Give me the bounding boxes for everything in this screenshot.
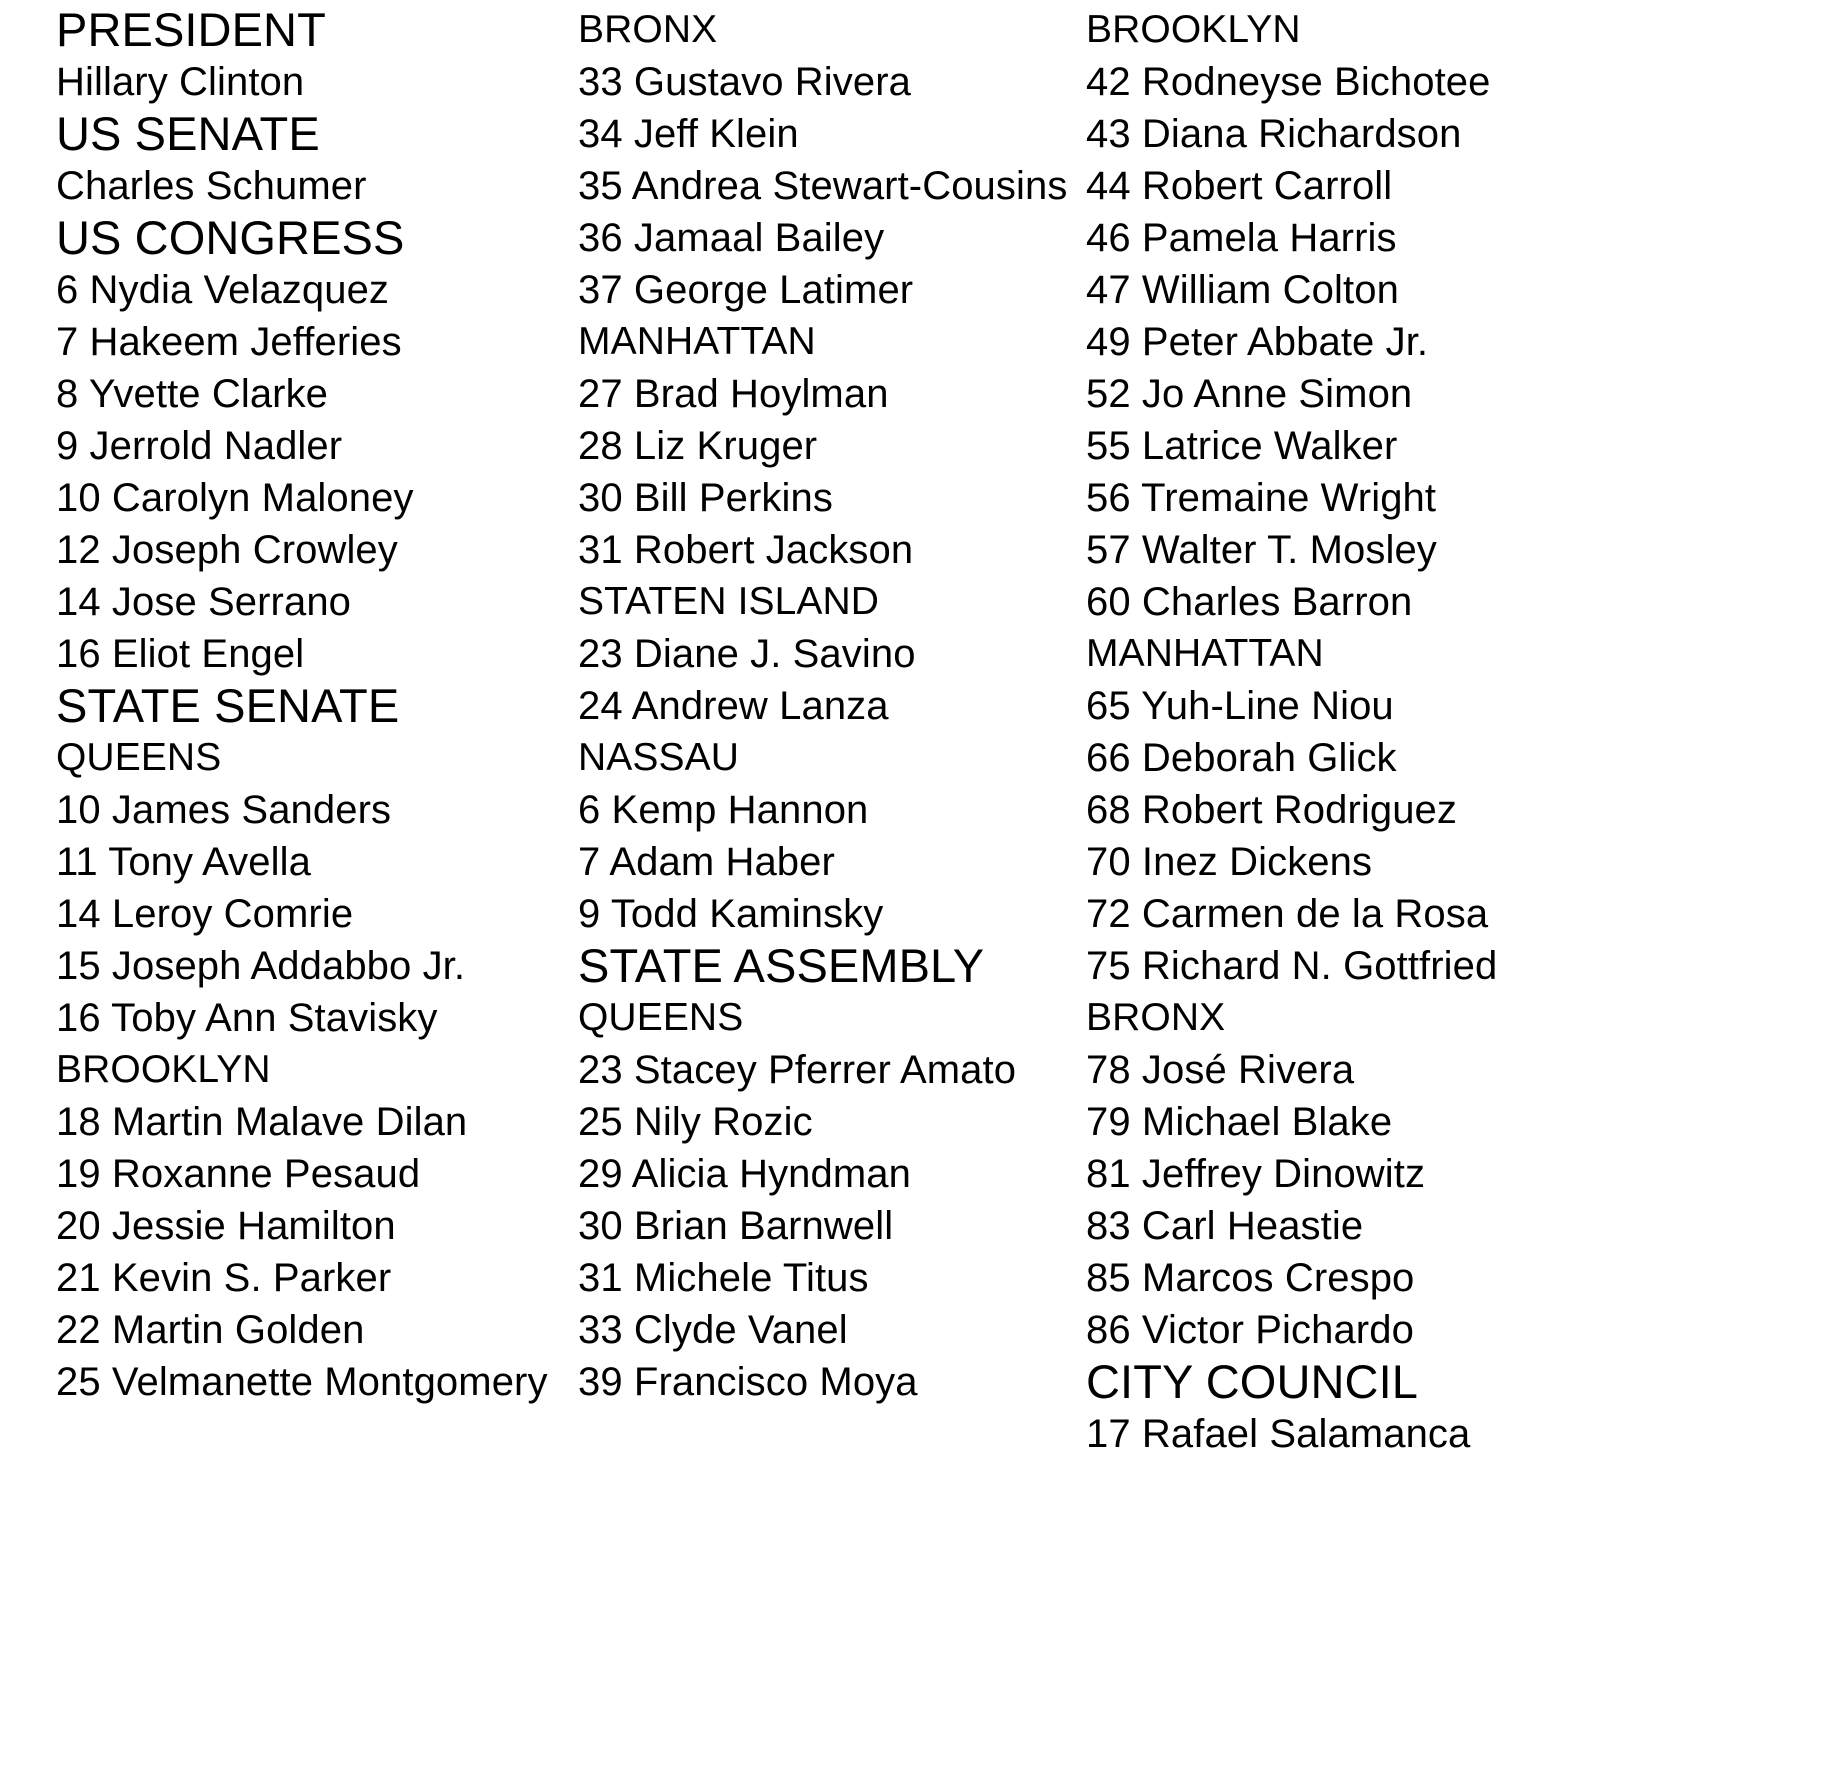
candidate-entry: 15 Joseph Addabbo Jr. — [56, 944, 466, 988]
candidate-entry: 43 Diana Richardson — [1086, 112, 1462, 156]
candidate-entry: 44 Robert Carroll — [1086, 164, 1393, 208]
candidate-entry: 47 William Colton — [1086, 268, 1399, 312]
candidate-entry: 36 Jamaal Bailey — [578, 216, 885, 260]
candidate-entry: 57 Walter T. Mosley — [1086, 528, 1437, 572]
region-heading: MANHATTAN — [1086, 632, 1324, 675]
candidate-entry: 21 Kevin S. Parker — [56, 1256, 392, 1300]
office-heading: PRESIDENT — [56, 3, 326, 56]
office-heading: US SENATE — [56, 107, 320, 160]
candidate-column-3 — [1070, 4, 1840, 1460]
candidate-entry: 30 Brian Barnwell — [578, 1204, 894, 1248]
candidate-entry: 9 Jerrold Nadler — [56, 424, 343, 468]
candidate-entry: 7 Hakeem Jefferies — [56, 320, 402, 364]
candidate-entry: 10 James Sanders — [56, 788, 392, 832]
region-heading: BROOKLYN — [56, 1048, 271, 1091]
office-heading: STATE ASSEMBLY — [578, 939, 985, 992]
candidate-entry: 9 Todd Kaminsky — [578, 892, 884, 936]
region-heading: BROOKLYN — [1086, 8, 1301, 51]
office-heading: CITY COUNCIL — [1086, 1355, 1418, 1408]
candidate-entry: 19 Roxanne Pesaud — [56, 1152, 421, 1196]
candidate-entry: 7 Adam Haber — [578, 840, 835, 884]
region-heading: BRONX — [1086, 996, 1226, 1039]
candidate-entry: 24 Andrew Lanza — [578, 684, 889, 728]
candidate-column-1 — [0, 4, 560, 1408]
candidate-entry: 20 Jessie Hamilton — [56, 1204, 396, 1248]
candidate-entry: 78 José Rivera — [1086, 1048, 1355, 1092]
candidate-entry: 17 Rafael Salamanca — [1086, 1412, 1471, 1456]
candidate-entry: 79 Michael Blake — [1086, 1100, 1393, 1144]
region-heading: STATEN ISLAND — [578, 580, 880, 623]
candidate-entry: 14 Jose Serrano — [56, 580, 352, 624]
candidate-entry: 81 Jeffrey Dinowitz — [1086, 1152, 1426, 1196]
candidate-entry: 16 Toby Ann Stavisky — [56, 996, 438, 1040]
candidate-entry: 8 Yvette Clarke — [56, 372, 329, 416]
candidate-entry: 65 Yuh-Line Niou — [1086, 684, 1394, 728]
candidate-column-2 — [560, 4, 1070, 1408]
candidate-entry: 86 Victor Pichardo — [1086, 1308, 1414, 1352]
candidate-entry: 14 Leroy Comrie — [56, 892, 354, 936]
candidate-entry: 66 Deborah Glick — [1086, 736, 1397, 780]
candidate-entry: 75 Richard N. Gottfried — [1086, 944, 1498, 988]
region-heading: MANHATTAN — [578, 320, 816, 363]
candidate-entry: 42 Rodneyse Bichotee — [1086, 60, 1491, 104]
candidate-entry: 85 Marcos Crespo — [1086, 1256, 1415, 1300]
candidate-entry: 83 Carl Heastie — [1086, 1204, 1364, 1248]
candidate-entry: 25 Nily Rozic — [578, 1100, 813, 1144]
candidate-entry: 29 Alicia Hyndman — [578, 1152, 911, 1196]
candidate-entry: 12 Joseph Crowley — [56, 528, 398, 572]
candidate-entry: 46 Pamela Harris — [1086, 216, 1397, 260]
candidate-entry: 55 Latrice Walker — [1086, 424, 1398, 468]
candidate-entry: 18 Martin Malave Dilan — [56, 1100, 468, 1144]
candidate-entry: 35 Andrea Stewart-Cousins — [578, 164, 1068, 208]
candidate-entry: 68 Robert Rodriguez — [1086, 788, 1458, 832]
candidate-entry: 25 Velmanette Montgomery — [56, 1360, 548, 1404]
candidate-entry: 70 Inez Dickens — [1086, 840, 1373, 884]
candidate-entry: 39 Francisco Moya — [578, 1360, 918, 1404]
candidate-entry: Charles Schumer — [56, 164, 367, 208]
candidate-entry: 37 George Latimer — [578, 268, 914, 312]
candidate-entry: 6 Nydia Velazquez — [56, 268, 390, 312]
candidate-entry: 31 Michele Titus — [578, 1256, 869, 1300]
candidate-entry: 10 Carolyn Maloney — [56, 476, 414, 520]
candidate-entry: 33 Clyde Vanel — [578, 1308, 848, 1352]
candidate-entry: 23 Diane J. Savino — [578, 632, 916, 676]
candidate-entry: 16 Eliot Engel — [56, 632, 305, 676]
candidate-entry: 60 Charles Barron — [1086, 580, 1413, 624]
candidate-entry: 22 Martin Golden — [56, 1308, 365, 1352]
candidate-entry: 34 Jeff Klein — [578, 112, 799, 156]
candidate-entry: 30 Bill Perkins — [578, 476, 833, 520]
region-heading: NASSAU — [578, 736, 739, 779]
region-heading: QUEENS — [56, 736, 222, 779]
candidate-entry: 31 Robert Jackson — [578, 528, 914, 572]
office-heading: US CONGRESS — [56, 211, 405, 264]
candidate-entry: 49 Peter Abbate Jr. — [1086, 320, 1429, 364]
candidate-entry: 52 Jo Anne Simon — [1086, 372, 1413, 416]
candidate-entry: Hillary Clinton — [56, 60, 305, 104]
region-heading: BRONX — [578, 8, 718, 51]
candidate-entry: 33 Gustavo Rivera — [578, 60, 911, 104]
candidate-entry: 6 Kemp Hannon — [578, 788, 869, 832]
candidate-entry: 72 Carmen de la Rosa — [1086, 892, 1489, 936]
candidate-entry: 56 Tremaine Wright — [1086, 476, 1437, 520]
office-heading: STATE SENATE — [56, 679, 400, 732]
candidate-entry: 23 Stacey Pferrer Amato — [578, 1048, 1017, 1092]
candidate-entry: 11 Tony Avella — [56, 840, 311, 884]
candidate-entry: 27 Brad Hoylman — [578, 372, 889, 416]
candidate-entry: 28 Liz Kruger — [578, 424, 818, 468]
region-heading: QUEENS — [578, 996, 744, 1039]
